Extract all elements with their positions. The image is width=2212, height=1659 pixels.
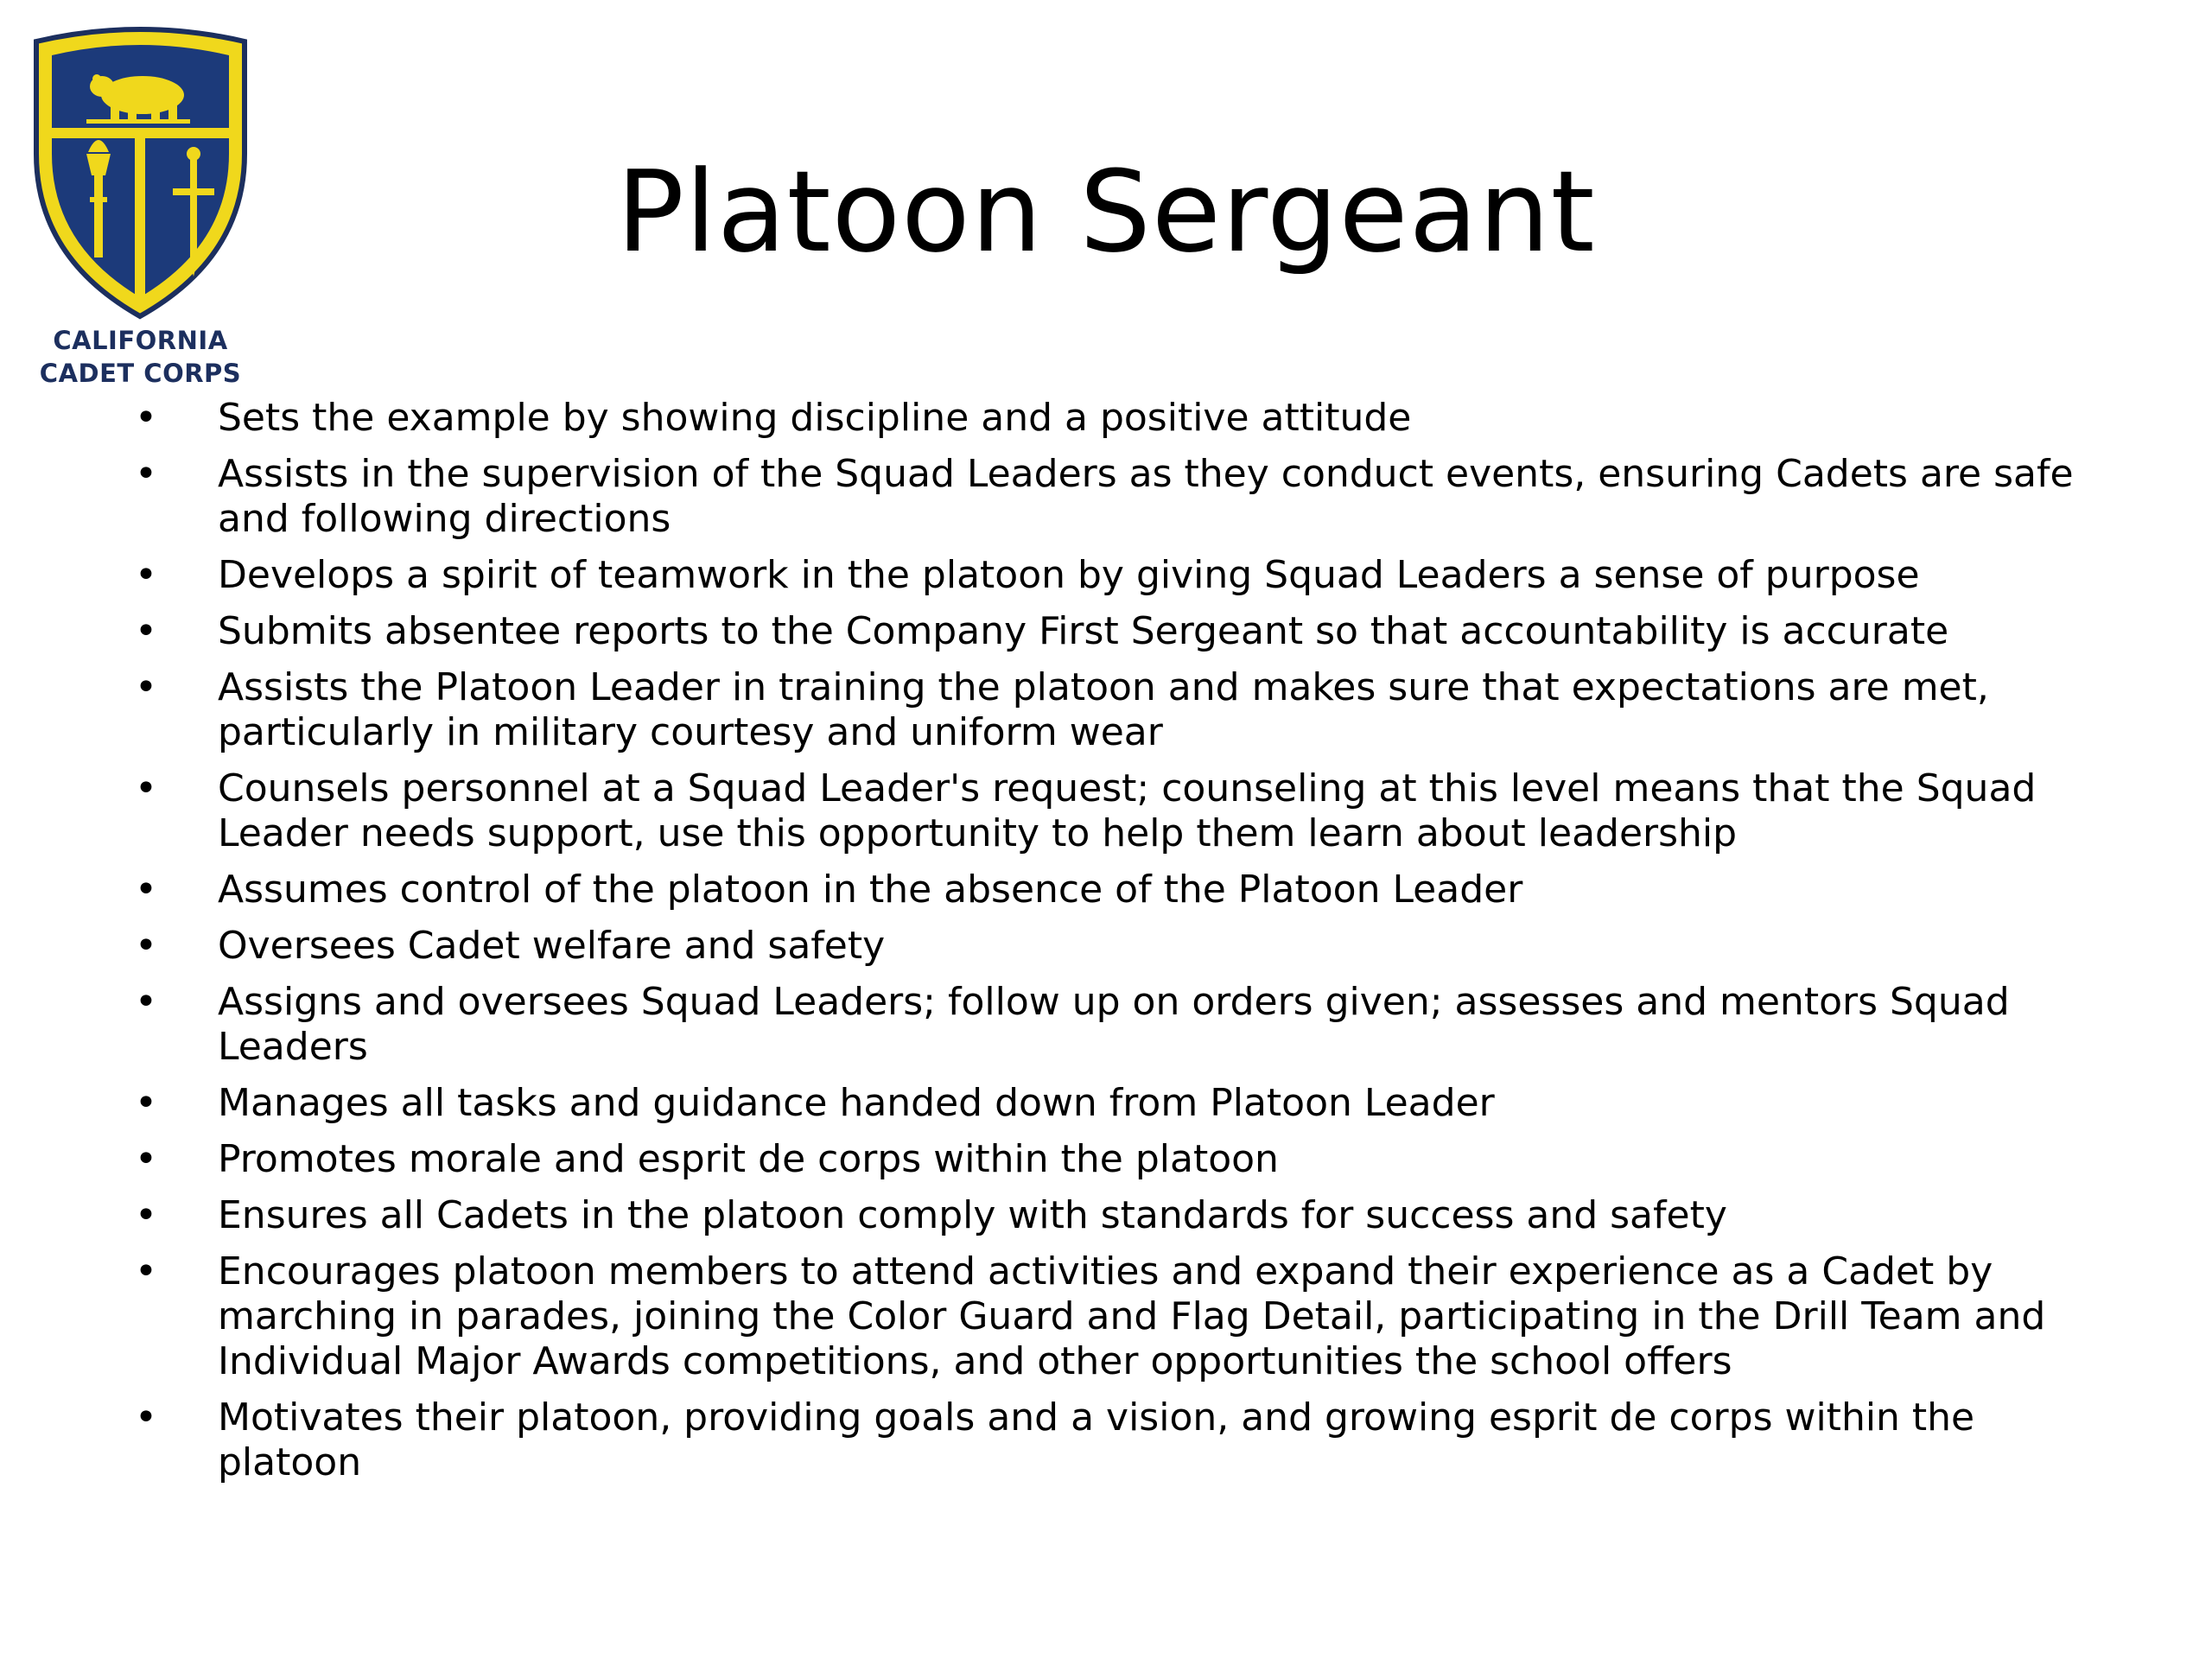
list-item-text: Manages all tasks and guidance handed down from Platoon Leader: [218, 1081, 1495, 1125]
logo-caption: [26, 324, 255, 390]
list-item-text: Develops a spirit of teamwork in the platoon by giving Squad Leaders a sense of purpose: [218, 553, 1920, 597]
bullet-icon: •: [135, 396, 157, 440]
list-item-text: Assists the Platoon Leader in training the platoon and makes sure that expectations are met, particularly in military courtesy and uniform wear: [218, 665, 1989, 754]
list-item: [130, 1137, 2074, 1182]
list-item-text: Sets the example by showing discipline and a positive attitude: [218, 396, 1412, 440]
logo-line-2: CADET CORPS: [39, 359, 242, 388]
bullet-icon: •: [135, 1081, 157, 1125]
list-item: [130, 924, 2074, 969]
bullet-icon: •: [135, 766, 157, 810]
list-item: [130, 1193, 2074, 1238]
list-item-text: Assumes control of the platoon in the absence of the Platoon Leader: [218, 868, 1523, 912]
list-item: [130, 553, 2074, 598]
list-item-text: Promotes morale and esprit de corps within the platoon: [218, 1137, 1279, 1181]
bullet-icon: •: [135, 1395, 157, 1440]
bullet-icon: •: [135, 553, 157, 597]
list-item-text: Oversees Cadet welfare and safety: [218, 924, 886, 968]
bullet-icon: •: [135, 924, 157, 968]
list-item: [130, 1081, 2074, 1126]
list-item: [130, 452, 2074, 542]
list-item: [130, 396, 2074, 441]
list-item: [130, 609, 2074, 654]
bullet-icon: •: [135, 1137, 157, 1181]
bullet-icon: •: [135, 1193, 157, 1237]
list-item: [130, 1395, 2074, 1485]
list-item: [130, 1249, 2074, 1384]
bullet-icon: •: [135, 665, 157, 709]
list-item-text: Counsels personnel at a Squad Leader's request; counseling at this level means that the Squad Leader needs support, use this opportunity to help them learn about leadership: [218, 766, 2037, 855]
list-item-text: Ensures all Cadets in the platoon comply with standards for success and safety: [218, 1193, 1727, 1237]
responsibilities-list: [130, 396, 2074, 1497]
list-item: [130, 868, 2074, 912]
list-item: [130, 980, 2074, 1070]
list-item-text: Encourages platoon members to attend activities and expand their experience as a Cadet by marching in parades, joining the Color Guard and Flag Detail, participating in the Drill Team and Individual Major Awards competitions, and other opportunities the school offers: [218, 1249, 2046, 1383]
california-cadet-corps-logo: [26, 24, 255, 387]
shield-crest-icon: [26, 24, 255, 322]
bullet-icon: •: [135, 868, 157, 912]
slide-title: Platoon Sergeant: [616, 146, 1596, 277]
list-item-text: Assists in the supervision of the Squad Leaders as they conduct events, ensuring Cadets are safe and following directions: [218, 452, 2074, 541]
bullet-icon: •: [135, 980, 157, 1024]
list-item-text: Motivates their platoon, providing goals and a vision, and growing esprit de corps within the platoon: [218, 1395, 1975, 1484]
list-item-text: Assigns and oversees Squad Leaders; follow up on orders given; assesses and mentors Squad Leaders: [218, 980, 2010, 1069]
logo-line-1: CALIFORNIA: [53, 326, 228, 355]
bullet-icon: •: [135, 1249, 157, 1294]
bullet-icon: •: [135, 452, 157, 496]
list-item-text: Submits absentee reports to the Company First Sergeant so that accountability is accurate: [218, 609, 1949, 653]
bullet-icon: •: [135, 609, 157, 653]
list-item: [130, 766, 2074, 856]
list-item: [130, 665, 2074, 755]
